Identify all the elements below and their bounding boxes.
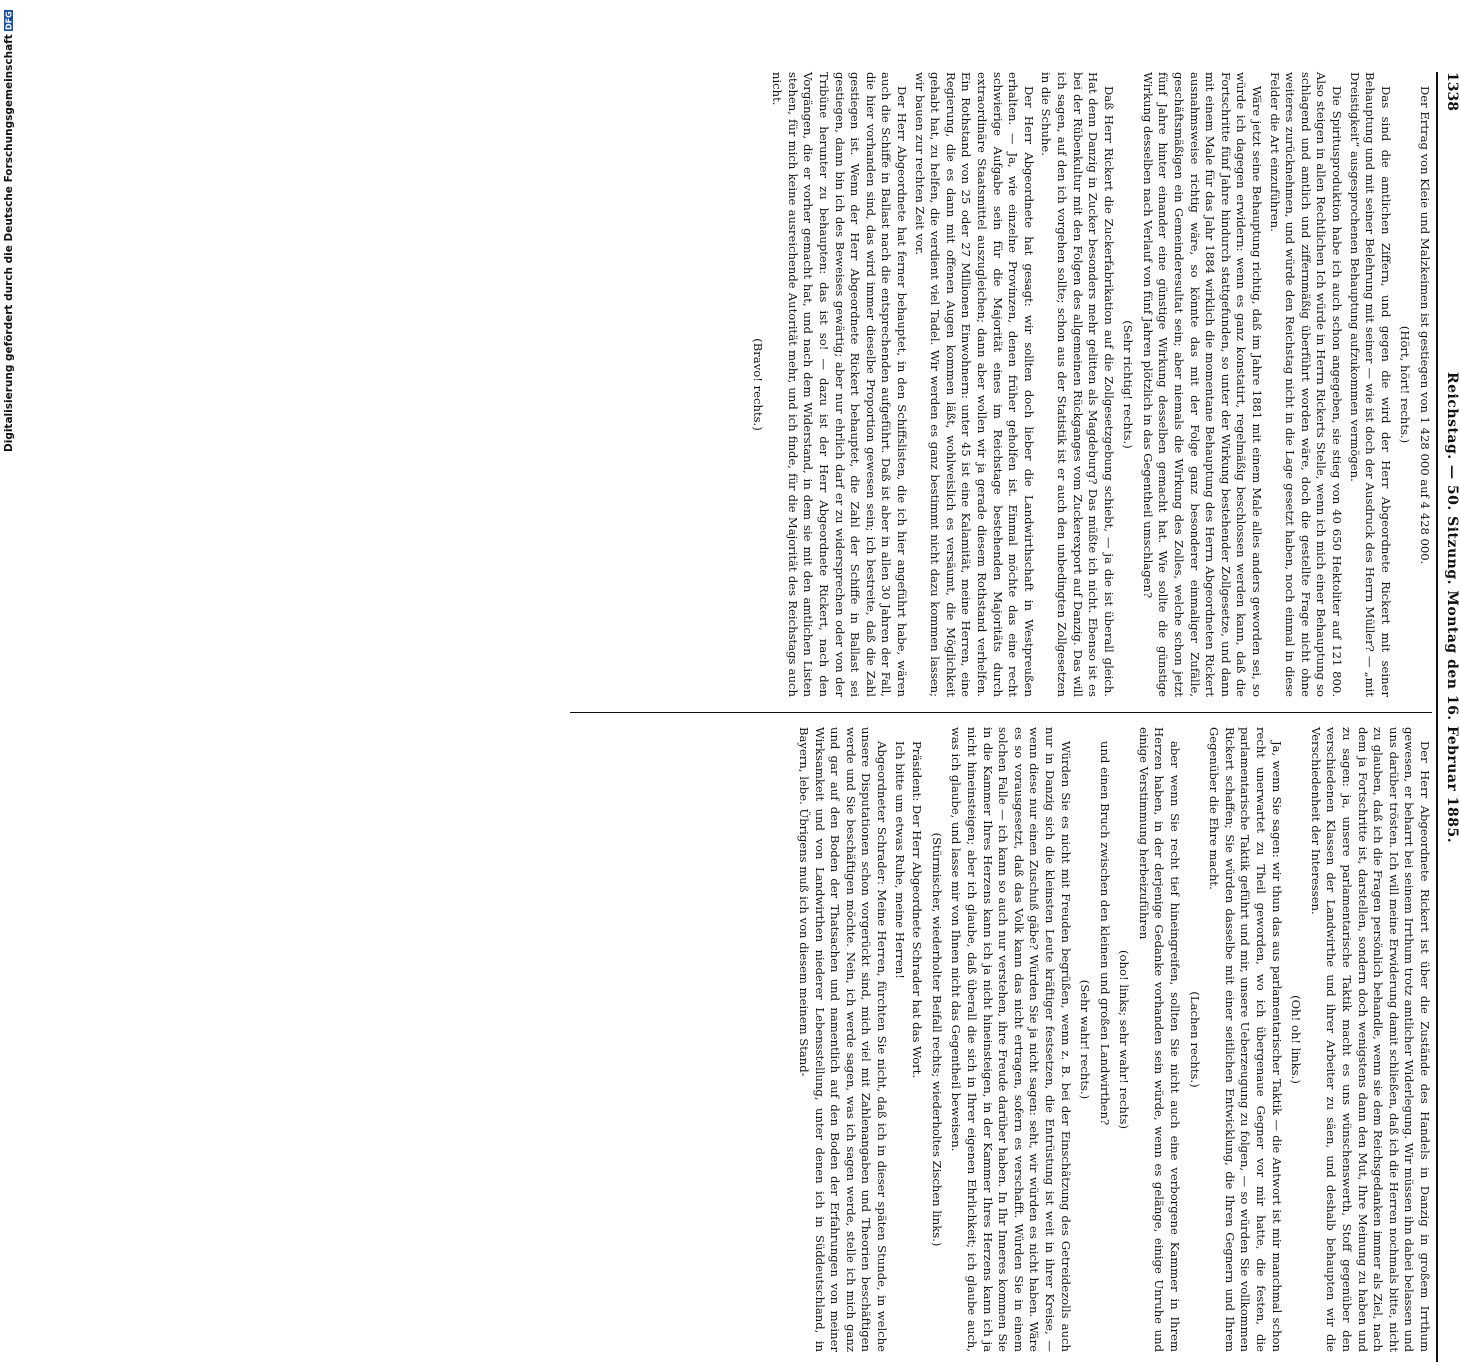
interjection: (Sehr richtig! rechts.) xyxy=(1121,320,1136,449)
paragraph: Der Ertrag von Kleie und Malzkeimen ist gestiegen von 1 428 000 auf 4 428 000. xyxy=(1418,86,1432,565)
paragraph: aber wenn Sie recht tief hineingreifen, sollten Sie nicht auch eine verborgene Kammer in Ihrem Herzen haben, in der derjenige Gedanke vorhanden sein würde, wenn es gelänge, einige Unruhe und einige Verstimmung herbeizuführen xyxy=(1136,727,1183,1352)
interjection: (Hört, hört! rechts.) xyxy=(1398,325,1413,444)
dfg-logo: DFG xyxy=(4,11,14,30)
paragraph: Daß Herr Rickert die Zuckerfabrikation auf die Zollgesetzgebung schiebt, — ja die ist überall gleich. Hat denn Danzig in Zucker besonders mehr gelitten als Magdeburg? Das müßte ich nicht. Ebenso ist es bei der Rübenkultur mit den Folgen des allgemeinen Rückganges vom Zuckerexport auf Danzig. Das will ich sagen, auf den ich vorgehen sollte; schon aus der Statistik ist er auch den unbedingten Zollgesetzen in die Schuhe. xyxy=(1039,72,1116,697)
paragraph: und einen Bruch zwischen den kleinen und großen Landwirthen? xyxy=(1097,741,1112,1126)
interjection: (Stürmischer, wiederholter Beifall rechts; wiederholtes Zischen links.) xyxy=(929,832,944,1247)
paragraph: Der Herr Abgeordnete hat gesagt: wir sollten doch lieber die Landwirthschaft in Westpreußen erhalten. — Ja, wie einzelne Provinzen, denen früher geholfen ist. Einmal möchte das eine recht schwierige Aufgabe sein für die Majorität eines im Reichstage bestehenden Majoritäts durch extraordinäre Staatsmittel auszugleichen; dann aber wollen wir ja gerade diesem Rothstand verhelfen. Ein Rothstand von 25 oder 27 Millionen Einwohnern: unter 45 ist eine Kalamität, meine Herren, eine Regierung, die es dann mit offenen Augen kommen läßt, wohlweislich es versäumt, die Möglichkeit gehabt hat, zu helfen, die verdient viel Tadel. Wir werden es ganz bestimmt nicht dazu kommen lassen; wir bauen zur rechten Zeit vor. xyxy=(912,72,1036,697)
page-number: 1338 xyxy=(1444,72,1460,111)
paragraph: Die Spiritusproduktion habe ich auch schon angegeben, sie stieg von 40 650 Hektoliter auf 121 800. Also steigen in allen Rechtlichen Ich würde in Herrn Rickerts Stelle, wenn ich mich einer Behauptung so schlagend und amtlich und ziffernmäßig überführt worden wäre, doch die gestellte Frage nicht ohne weiteres zurücknehmen, und würde den Reichstag nicht in die Lage gesetzt haben, noch einmal in diese Felder die Art einzuführen. xyxy=(1267,72,1345,697)
interjection: (Bravo! rechts.) xyxy=(750,338,765,431)
running-title: Reichstag. — 50. Sitzung. Montag den 16. Februar 1885. xyxy=(1444,372,1460,844)
column-divider xyxy=(570,712,1432,713)
paragraph: Der Herr Abgeordnete hat ferner behauptet, in den Schiffslisten, die ich hier angeführt habe, wären auch die Schiffe in Ballast nach die entsprechenden aufgeführt. Daß ist aber in allen 30 Jahren der Fall, die hier vorhanden sind, das wird immer dieselbe Proportion gewesen sein; ich bestreite, daß die Zahl gestiegen ist. Wenn der Herr Abgeordnete Rickert behauptet, die Zahl der Schiffe in Ballast sei gestiegen, dann bin ich des Beweises gewärtig; aber nur ehrlich darf er zu widersprechen oder von der Tribüne herunter zu behaupten: das ist so! — dazu ist der Herr Abgeordnete Rickert, nach den Vorgängen, die er vorher gemacht hat, und nach dem Widerstand, in dem sie mit den amtlichen Listen stehen, für mich keine ausreichende Autorität mehr, und ich finde, für die Majorität des Reichstags auch nicht. xyxy=(770,72,909,697)
paragraph: Präsident: Der Herr Abgeordnete Schrader hat das Wort. xyxy=(910,741,925,1079)
paragraph: Das sind die amtlichen Ziffern, und gegen die wird der Herr Abgeordnete Rickert mit seiner Behauptung und mit seiner Belehrung mit seiner — wie ist doch der Ausdruck des Herrn Müller? — „mit Dreistigkeit“ ausgesprochenen Behauptung aufzukommen vermögen. xyxy=(1347,72,1393,697)
header-rule xyxy=(1437,72,1439,1362)
newspaper-page xyxy=(100,72,1460,1352)
paragraph: Wäre jetzt seine Behauptung richtig, daß im Jahre 1881 mit einem Male alles anders geworden sei, so würde ich dagegen erwidern: wenn es ganz konstatirt, regelmäßig beschlossen werden kann, daß die Fortschritte fünf Jahre hindurch stattgefunden, so unter der Wirkung bestehender Zollgesetze, und dann mit einem Male für das Jahr 1884 wirklich die momentane Behauptung des Herrn Abgeordneten Rickert ausnahmsweise richtig wäre, so könnte das mit der Folge ganz besonderer einmaliger Zufälle, geschäftsmäßigen ein Gemeinderesultat sein; aber niemals die Wirkung des Zolles, welche schon jetzt fünf Jahre hinter einander eine günstige Wirkung desselben gemacht hat. Wie sollte die günstige Wirkung desselben nach Verlauf von fünf Jahren plötzlich in das Gegentheil umschlagen? xyxy=(1140,72,1265,697)
digitization-credit xyxy=(1,0,17,1000)
paragraph: Würden Sie es nicht mit Freuden begrüßen, wenn z. B. bei der Einschätzung des Getreidezolls auch nur in Danzig sich die kleinsten Leute kräftiger festsetzen, die Entrüstung ist weit in ihrer Kreise, — wenn diese nur einen Zuschuß gäbe? Würden Sie ja nicht sagen: seht, wir würden es nicht haben. Wäre es so vorausgesetzt, daß das Volk kann das nicht ertragen, sofern es verschafft. Würden Sie in einem solchen Falle — ich kann so auch nur verstehen, ihre Freude darüber haben. In Ihr Inneres kommen Sie in die Kammer Ihres Herzens kann ich ja nicht hineinsteigen, in der Kammer Ihres Herzens kann ich ja nicht hineinsteigen; aber ich glaube, daß überall die sich in Ihrer eigenen Ehrlichkeit; ich glaube auch, was ich glaube, und lasse mir von Ihnen nicht das Gegentheil beweisen. xyxy=(949,727,1073,1352)
right-column xyxy=(793,727,1432,1352)
interjection: (oho! links; sehr wahr! rechts) xyxy=(1117,950,1132,1129)
interjection: (Oh! oh! links.) xyxy=(1289,995,1304,1084)
page-header xyxy=(1438,72,1460,1362)
paragraph: Ja, wenn Sie sagen: wir thun das aus parlamentarischer Taktik — die Antwort ist mir manchmal schon recht unerwartet zu Theil geworden, wo ich übergenaue Gegner vor mir hatte, die festen, die parlamentarische Taktik geführt und mir, unsere Ueberzeugung zu folgen, — so würden Sie vollkommen Rickert schaffen; Sie würden dasselbe mit einer seitlichen Entwicklung, die Ihren Gegnern und Ihrem Gegenüber die Ehre macht. xyxy=(1207,727,1284,1352)
left-column xyxy=(745,72,1432,697)
paragraph: Abgeordneter Schrader: Meine Herren, fürchten Sie nicht, daß ich in dieser späten Stunde, in welche unsere Disputationen schon vorgerückt sind, mich viel mit Zahlenangaben und Theorien beschäftigen werde und Sie beschäftigen möchte. Nein, ich werde sagen, was ich sagen werde, stelle ich mich ganz und gar auf den Boden der Thatsachen und namentlich auf den Boden der Erfahrungen von meiner Wirksamkeit und von Landwirthen niederer Lebensstellung, unter denen ich in Süddeutschland, in Bayern, lebe. Übrigens muß ich von diesem meinem Stand- xyxy=(797,727,889,1352)
paragraph: Der Herr Abgeordnete Rickert ist über die Zustände des Handels in Danzig in großem Irrthum gewesen, er beharrt bei seinem Irrthum trotz amtlicher Widerlegung. Wir müssen ihn dabei belassen und uns darüber trösten. Ich will meine Erwiderung damit schließen, daß ich die Herren nochmals bitte, nicht zu glauben, daß ich die Fragen persönlich behandle, wenn sie dem Reichsgedanken immer als Ziel, nach dem ja Fortschritte ist, darstellen, sondern doch wenigstens dann den Mut, Ihre Meinung zu haben und zu sagen: ja, unsere parlamentarische Taktik macht es uns wünschenswerth, Stoff gegenüber den verschiedenen Klassen der Landwirthe und ihrer Arbeiter zu säen, und deshalb behaupten wir die Verschiedenheit der Interessen. xyxy=(1308,727,1432,1352)
credit-text: Digitalisierung gefördert durch die Deutsche Forschungsgemeinschaft xyxy=(3,34,15,453)
paragraph: Ich bitte um etwas Ruhe, meine Herren! xyxy=(892,741,907,979)
interjection: (Lachen rechts.) xyxy=(1187,991,1202,1088)
interjection: (Sehr wahr! rechts.) xyxy=(1078,979,1093,1100)
